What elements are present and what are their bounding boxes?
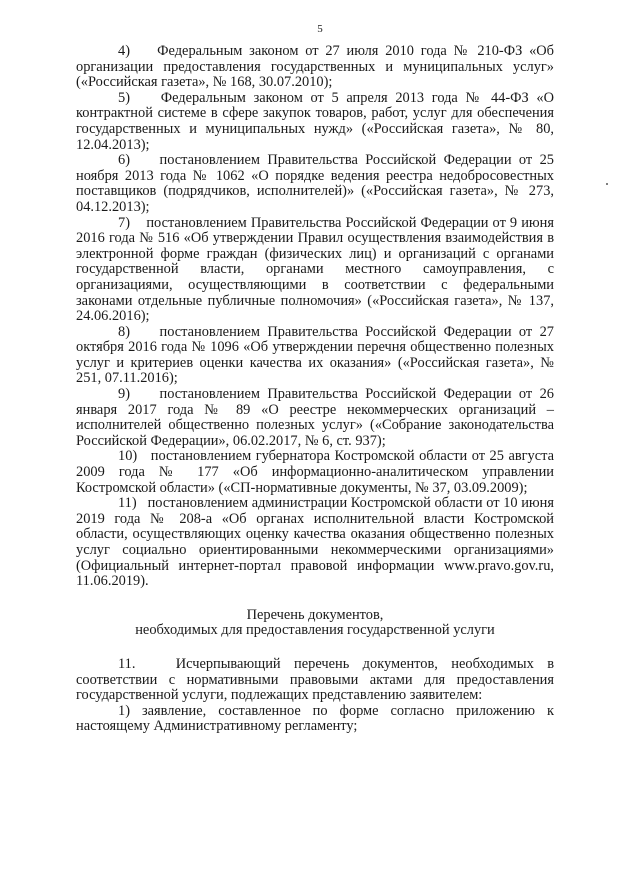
page-number: 5 xyxy=(317,23,323,35)
list-item-11: 11) постановлением администрации Костромской области от 10 июня 2019 года № 208-а «Об органах исполнительной власти Костромской области, осуществляющих оценку качества оказания общественно полезных услуг социально ориентированными некоммерческими организациями» (Официальный интернет-портал правовой информации www.pravo.gov.ru, 11.06.2019). xyxy=(76,495,554,590)
list-item-5: 5) Федеральным законом от 5 апреля 2013 года № 44-ФЗ «О контрактной системе в сфере закупок товаров, работ, услуг для обеспечения государственных и муниципальных нужд» («Российская газета», № 80, 12.04.2013); xyxy=(76,89,554,153)
document-body xyxy=(76,44,554,735)
section-heading xyxy=(76,608,554,639)
list-item-10: 10) постановлением губернатора Костромской области от 25 августа 2009 года № 177 «Об информационно-аналитическом управлении Костромской области» («СП-нормативные документы, № 37, 03.09.2009); xyxy=(76,448,554,496)
list-item-7: 7) постановлением Правительства Российской Федерации от 9 июня 2016 года № 516 «Об утверждении Правил осуществления взаимодействия в электронной форме граждан (физических лиц) и организаций с органами государственной власти, органами местного самоуправления, с организациями, осуществляющими в соответствии с федеральными законами отдельные публичные полномочия» («Российская газета», № 137, 24.06.2016); xyxy=(76,214,554,325)
list-item-8: 8) постановлением Правительства Российской Федерации от 27 октября 2016 года № 1096 «Об утверждении перечня общественно полезных услуг и критериев оценки качества их оказания» («Российская газета», № 251, 07.11.2016); xyxy=(76,323,554,387)
section-heading-line-1: Перечень документов, xyxy=(246,606,384,623)
list-item-6: 6) постановлением Правительства Российской Федерации от 25 ноября 2013 года № 1062 «О порядке ведения реестра недобросовестных поставщиков (подрядчиков, исполнителей)» («Российская газета», № 273, 04.12.2013); xyxy=(76,152,554,215)
scan-speck xyxy=(606,183,608,185)
clause-11: 11. Исчерпывающий перечень документов, необходимых в соответствии с нормативными правовыми актами для предоставления государственной услуги, подлежащих представлению заявителем: xyxy=(76,655,554,704)
list-item-4: 4) Федеральным законом от 27 июля 2010 года № 210-ФЗ «Об организации предоставления государственных и муниципальных услуг» («Российская газета», № 168, 30.07.2010); xyxy=(76,43,554,91)
section-heading-line-2: необходимых для предоставления государственной услуги xyxy=(135,622,495,639)
list-item-9: 9) постановлением Правительства Российской Федерации от 26 января 2017 года № 89 «О реестре некоммерческих организаций – исполнителей общественно полезных услуг» («Собрание законодательства Российской Федерации», 06.02.2017, № 6, ст. 937); xyxy=(76,386,554,449)
clause-11-item-1: 1) заявление, составленное по форме согласно приложению к настоящему Административному регламенту; xyxy=(76,702,554,735)
